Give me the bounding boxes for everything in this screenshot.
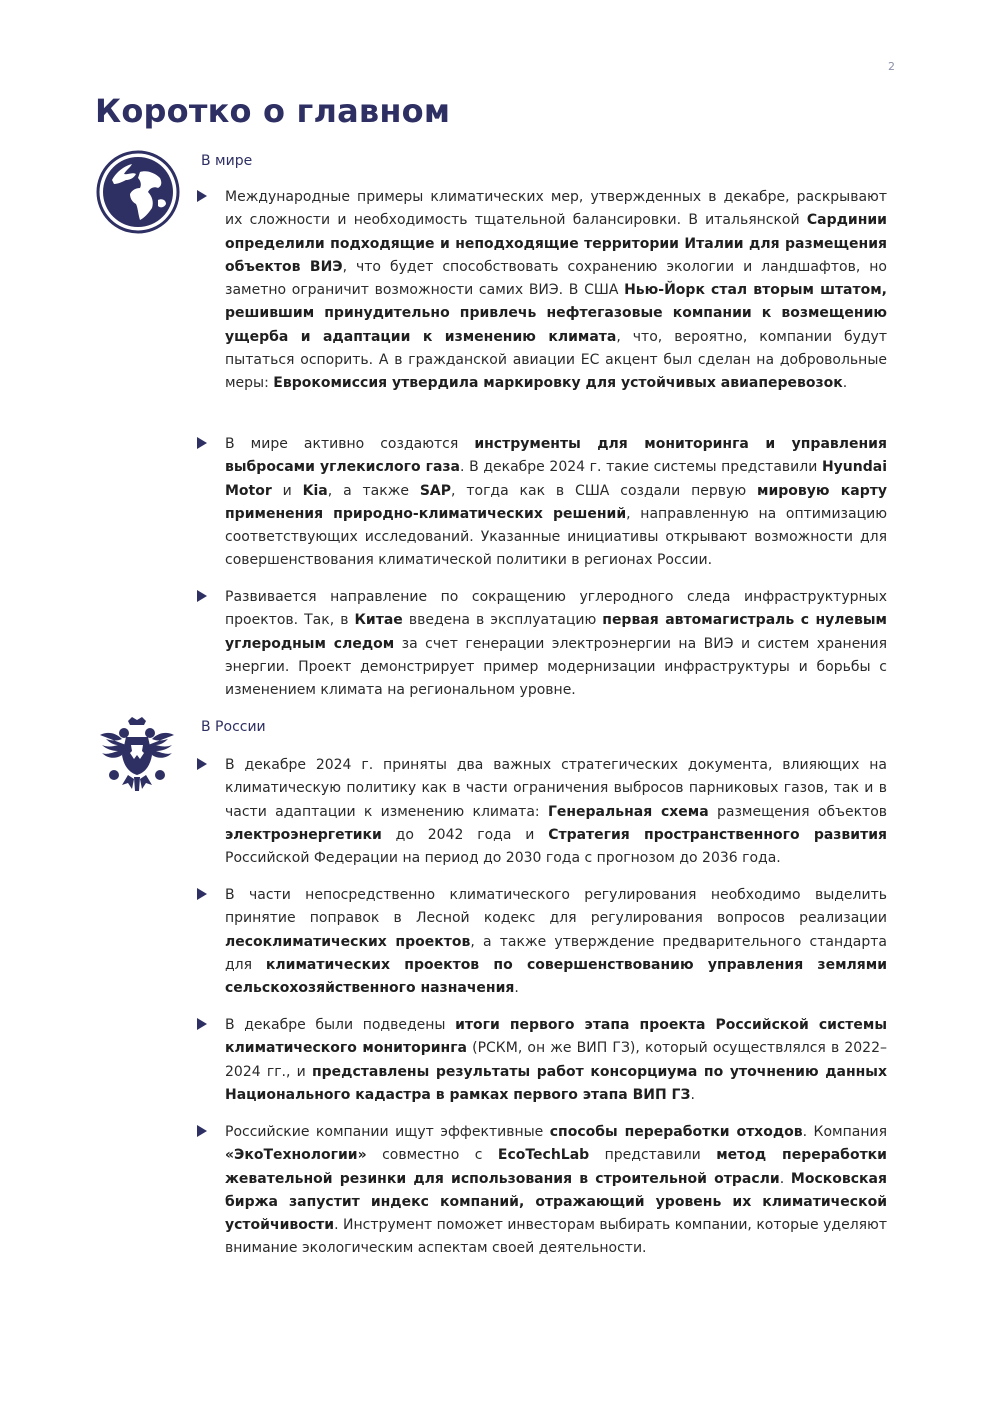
bullet-text bbox=[225, 586, 887, 702]
triangle-bullet-icon bbox=[197, 1125, 207, 1137]
bold-phrase: Еврокомиссия утвердила маркировку для устойчивых авиаперевозок bbox=[273, 375, 843, 392]
bullet-text bbox=[225, 433, 887, 573]
section-heading-world: В мире bbox=[201, 153, 253, 169]
bold-phrase: представлены результаты работ консорциума по уточнению данных Национального кадастра в рамках первого этапа ВИП ГЗ bbox=[225, 1063, 887, 1103]
text-run: до 2042 года и bbox=[381, 826, 549, 843]
list-item bbox=[197, 1014, 887, 1107]
page-number: 2 bbox=[888, 60, 895, 73]
text-run: Российские компании ищут эффективные bbox=[225, 1124, 550, 1140]
list-item bbox=[197, 433, 887, 573]
text-run: В декабре были подведены bbox=[225, 1017, 456, 1033]
double-headed-eagle-emblem-icon bbox=[98, 715, 176, 795]
bold-phrase: Стратегия пространственного развития bbox=[548, 826, 888, 843]
text-run: В декабре 2024 г. приняты два важных стратегических документа, влияющих на климатическую политику как в части ограничения выбросов парниковых газов, так и в части адаптации к изменению климата: bbox=[225, 757, 887, 820]
bold-phrase: способы переработки отходов bbox=[549, 1124, 803, 1140]
bold-phrase: Московская биржа запустит индекс компаний, отражающий уровень их климатической устойчивости bbox=[225, 1170, 887, 1234]
text-run: . bbox=[842, 375, 848, 392]
section-heading-russia: В России bbox=[201, 719, 266, 735]
triangle-bullet-icon bbox=[197, 1018, 207, 1030]
text-run: , а также утверждение предварительного стандарта для bbox=[225, 933, 887, 973]
text-run: , тогда как в США создали первую bbox=[451, 482, 757, 499]
bullet-text bbox=[225, 1121, 887, 1261]
text-run: . В декабре 2024 г. такие системы представили bbox=[460, 459, 822, 476]
text-run: Российской Федерации на период до 2030 года с прогнозом до 2036 года. bbox=[225, 850, 781, 867]
triangle-bullet-icon bbox=[197, 590, 207, 602]
text-run: . bbox=[690, 1086, 695, 1103]
text-run: , что, вероятно, компании будут пытаться оспорить. А в гражданской авиации ЕС акцент был сделан на добровольные меры: bbox=[225, 328, 887, 392]
bold-phrase: климатических проектов по совершенствованию управления землями сельскохозяйственного назначения bbox=[225, 956, 888, 997]
text-run: (РСКМ, он же ВИП ГЗ), который осуществлялся в 2022–2024 гг., и bbox=[225, 1040, 887, 1080]
bullet-text bbox=[225, 186, 887, 396]
text-run: совместно с bbox=[366, 1147, 498, 1164]
bold-phrase: EcoTechLab bbox=[497, 1147, 590, 1164]
text-run: . bbox=[514, 980, 519, 997]
text-run: Развивается направление по сокращению углеродного следа инфраструктурных проектов. Так, в bbox=[225, 589, 887, 629]
bold-phrase: Сардинии определили подходящие и неподходящие территории Италии для размещения объектов ВИЭ bbox=[225, 212, 887, 275]
bold-phrase: «ЭкоТехнологии» bbox=[225, 1147, 367, 1164]
bold-phrase: лесоклиматических проектов bbox=[225, 933, 471, 950]
list-item bbox=[197, 186, 887, 396]
triangle-bullet-icon bbox=[197, 190, 207, 202]
bold-phrase: инструменты для мониторинга и управления выбросами углекислого газа bbox=[225, 436, 887, 476]
list-item bbox=[197, 754, 887, 870]
text-run: В части непосредственно климатического регулирования необходимо выделить принятие поправок в Лесной кодекс для регулирования вопросов реализации bbox=[225, 887, 887, 927]
bullet-text bbox=[225, 1014, 887, 1107]
bold-phrase: мировую карту применения природно-климатических решений bbox=[225, 482, 888, 522]
bold-phrase: метод переработки жевательной резинки для использования в строительной отрасли bbox=[225, 1147, 887, 1187]
bold-phrase: первая автомагистраль с нулевым углеродным следом bbox=[225, 612, 887, 652]
text-run: и bbox=[271, 482, 303, 499]
bold-phrase: Hyundai Motor bbox=[225, 459, 887, 499]
list-item bbox=[197, 1121, 887, 1261]
triangle-bullet-icon bbox=[197, 888, 207, 900]
bold-phrase: Kia bbox=[302, 482, 328, 499]
list-item bbox=[197, 884, 887, 1000]
page-title: Коротко о главном bbox=[95, 92, 451, 130]
bold-phrase: Нью-Йорк стал вторым штатом, решившим принудительно привлечь нефтегазовые компании к возмещению ущерба и адаптации к изменению климата bbox=[225, 282, 887, 345]
bold-phrase: SAP bbox=[419, 482, 452, 499]
bold-phrase: итоги первого этапа проекта Российской системы климатического мониторинга bbox=[225, 1017, 887, 1057]
text-run: , направленную на оптимизацию соответствующих исследований. Указанные инициативы открывают возможности для совершенствования климатической политики в регионах России. bbox=[225, 505, 887, 569]
text-run: за счет генерации электроэнергии на ВИЭ и систем хранения энергии. Проект демонстрирует пример модернизации инфраструктуры и борьбы с изменением климата на региональном уровне. bbox=[225, 635, 887, 699]
text-run: Международные примеры климатических мер, утвержденных в декабре, раскрывают их сложности и необходимость тщательной балансировки. В итальянской bbox=[225, 189, 887, 229]
bullet-text bbox=[225, 754, 887, 870]
triangle-bullet-icon bbox=[197, 437, 207, 449]
bullet-text bbox=[225, 884, 887, 1000]
triangle-bullet-icon bbox=[197, 758, 207, 770]
text-run: размещения объектов bbox=[708, 803, 888, 820]
bold-phrase: Китае bbox=[354, 612, 403, 629]
text-run: , что будет способствовать сохранению экологии и ландшафтов, но заметно ограничит возможности самих ВИЭ. В США bbox=[225, 258, 887, 299]
text-run: . Компания bbox=[802, 1124, 887, 1140]
text-run: . bbox=[779, 1170, 791, 1187]
bold-phrase: электроэнергетики bbox=[225, 826, 382, 843]
text-run: . Инструмент поможет инвесторам выбирать компании, которые уделяют внимание экологическим аспектам своей деятельности. bbox=[225, 1217, 887, 1257]
text-run: , а также bbox=[327, 482, 420, 499]
bold-phrase: Генеральная схема bbox=[547, 803, 709, 820]
text-run: введена в эксплуатацию bbox=[402, 612, 603, 629]
list-item bbox=[197, 586, 887, 702]
text-run: представили bbox=[589, 1147, 717, 1164]
text-run: В мире активно создаются bbox=[225, 436, 475, 452]
globe-icon bbox=[96, 150, 180, 234]
